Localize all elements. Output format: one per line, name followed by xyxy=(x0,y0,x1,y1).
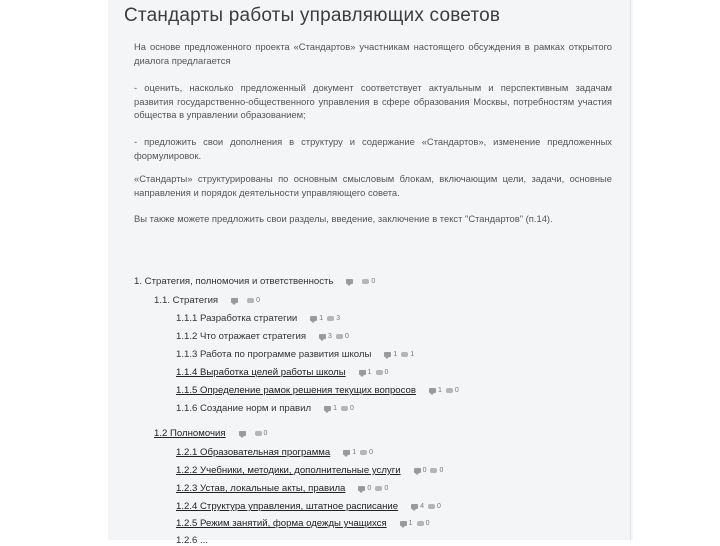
outline-item[interactable]: 1.1.4 Выработка целей работы школы 1 0 xyxy=(176,367,389,378)
outline-item-label: 1.1.2 Что отражает стратегия xyxy=(176,331,307,342)
outline-item-link[interactable]: 1.2.1 Образовательная программа xyxy=(176,447,331,458)
comment-count-icon xyxy=(341,406,348,411)
outline-item[interactable]: 1.1.3 Работа по программе развития школы 1 1 xyxy=(176,349,415,360)
document-page xyxy=(108,0,633,546)
comment-icon xyxy=(324,406,331,411)
comment-count-icon xyxy=(401,352,408,357)
page-title: Стандарты работы управляющих советов xyxy=(124,5,501,26)
comment-icon xyxy=(239,431,246,436)
outline-item[interactable]: 1.2.5 Режим занятий, форма одежды учащихся 1 0 xyxy=(176,518,430,529)
outline-item[interactable]: 1.1.1 Разработка стратегии 1 3 xyxy=(176,313,341,324)
comment-count-icon xyxy=(428,504,435,509)
outline-item[interactable]: 1.1.5 Определение рамок решения текущих вопросов 1 0 xyxy=(176,385,459,396)
task-assess-paragraph: - оценить, насколько предложенный документ соответствует актуальным и перспективным задачам развития государственно-общественного управления в сфере образования Москвы, потребностям участия общества в управлении образованием; xyxy=(134,82,612,120)
outline-item[interactable]: 1.2 Полномочия 0 xyxy=(154,428,268,439)
structure-paragraph: «Стандарты» структурированы по основным смысловым блокам, включающим цели, задачи, основные направления и порядок деятельности управляющего совета. xyxy=(134,173,612,198)
outline-item[interactable]: 1.2.1 Образовательная программа 1 0 xyxy=(176,447,374,458)
outline-item[interactable] xyxy=(176,535,208,546)
comment-icon xyxy=(319,334,326,339)
comment-icon xyxy=(343,450,350,455)
comment-icon xyxy=(310,316,317,321)
outline-item[interactable]: 1.1. Стратегия 0 xyxy=(154,295,261,306)
comment-icon xyxy=(358,486,365,491)
outline-item[interactable]: 1.2.2 Учебники, методики, дополнительные услуги 0 0 xyxy=(176,465,444,476)
outline-item-label: 1.2.6 ... xyxy=(176,535,208,546)
comment-icon xyxy=(400,521,407,526)
outline-item-label: 1.1.6 Создание норм и правил xyxy=(176,403,312,414)
outline-item-link[interactable]: 1.2.2 Учебники, методики, дополнительные услуги xyxy=(176,465,401,476)
outline-item-label: 1. Стратегия, полномочия и ответственность xyxy=(134,276,334,287)
comment-count-icon xyxy=(255,431,262,436)
outline-item[interactable]: 1. Стратегия, полномочия и ответственность 0 xyxy=(134,276,376,287)
outline-item-link[interactable]: 1.1.4 Выработка целей работы школы xyxy=(176,367,346,378)
comment-icon xyxy=(411,504,418,509)
comment-count-icon xyxy=(430,468,437,473)
comment-icon xyxy=(359,370,366,375)
comment-count-icon xyxy=(376,370,383,375)
outline-item-link[interactable]: 1.2.3 Устав, локальные акты, правила xyxy=(176,483,346,494)
outline-item-link[interactable]: 1.2.4 Структура управления, штатное расписание xyxy=(176,501,399,512)
task-propose-paragraph: - предложить свои дополнения в структуру и содержание «Стандартов», изменение предложенных формулировок. xyxy=(134,136,612,161)
comment-count-icon xyxy=(446,388,453,393)
comment-icon xyxy=(429,388,436,393)
outline-item[interactable]: 1.2.3 Устав, локальные акты, правила 0 0 xyxy=(176,483,389,494)
intro-paragraph: На основе предложенного проекта «Стандартов» участникам настоящего обсуждения в рамках открытого диалога предлагается xyxy=(134,41,612,66)
comment-icon xyxy=(384,352,391,357)
comment-icon xyxy=(414,468,421,473)
comment-count-icon xyxy=(247,298,254,303)
outline-item-link[interactable]: 1.2 Полномочия xyxy=(154,428,226,439)
comment-count-icon xyxy=(417,521,424,526)
sections-paragraph: Вы также можете предложить свои разделы, введение, заключение в текст "Стандартов" (п.14). xyxy=(134,213,553,224)
comment-count-icon xyxy=(362,279,369,284)
outline-item-label: 1.1.3 Работа по программе развития школы xyxy=(176,349,372,360)
comment-count-icon xyxy=(375,486,382,491)
comment-icon xyxy=(231,298,238,303)
comment-count-icon xyxy=(336,334,343,339)
comment-count-icon xyxy=(360,450,367,455)
outline-item-label: 1.1. Стратегия xyxy=(154,295,219,306)
outline-item-label: 1.1.1 Разработка стратегии xyxy=(176,313,298,324)
outline-item-link[interactable]: 1.1.5 Определение рамок решения текущих вопросов xyxy=(176,385,416,396)
comment-count-icon xyxy=(327,316,334,321)
outline-item[interactable]: 1.1.6 Создание норм и правил 1 0 xyxy=(176,403,354,414)
comment-icon xyxy=(346,279,353,284)
outline-item[interactable]: 1.2.4 Структура управления, штатное расписание 4 0 xyxy=(176,501,441,512)
outline-item[interactable]: 1.1.2 Что отражает стратегия 3 0 xyxy=(176,331,349,342)
outline-item-link[interactable]: 1.2.5 Режим занятий, форма одежды учащихся xyxy=(176,518,387,529)
page-edge xyxy=(630,0,631,540)
